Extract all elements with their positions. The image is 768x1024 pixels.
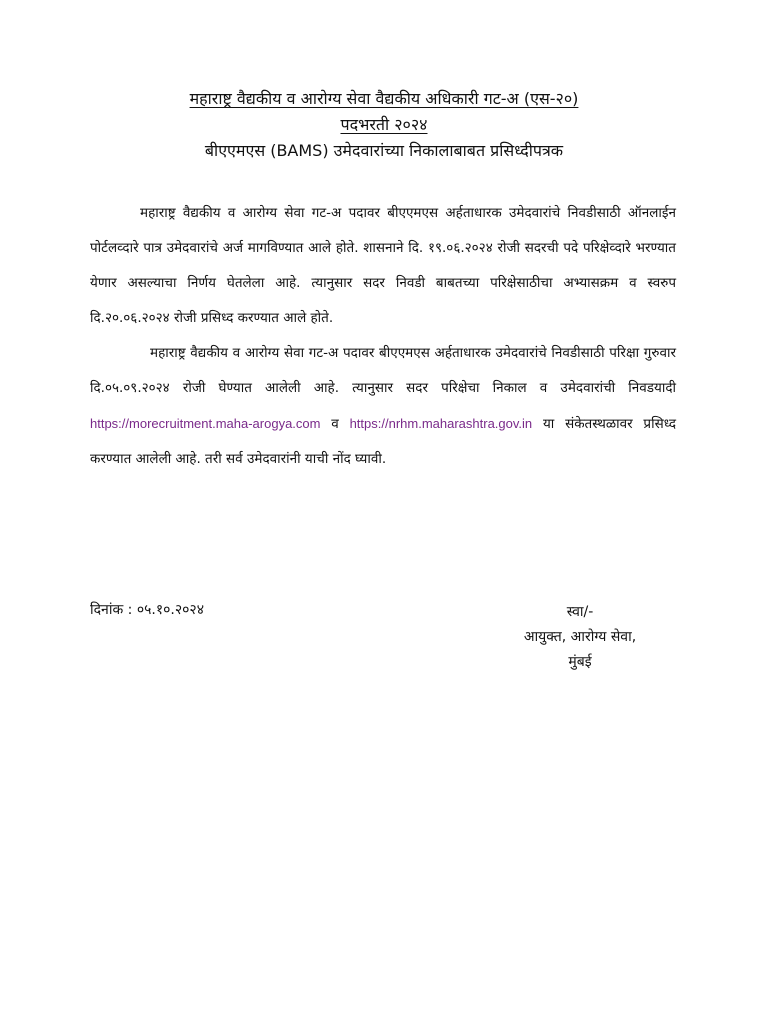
- date-value: ०५.१०.२०२४: [136, 602, 204, 618]
- paragraph-2-text-c: या संकेतस्थळावर प्रसिध्द करण्यात आलेली आहे. तरी सर्व उमेदवारांनी याची नोंद घ्यावी.: [90, 416, 676, 467]
- heading-line-1: महाराष्ट्र वैद्यकीय व आरोग्य सेवा वैद्यकीय अधिकारी गट-अ (एस-२०): [189, 89, 579, 108]
- document-heading: [90, 86, 678, 164]
- date-block: [90, 600, 204, 619]
- paragraph-2-text-a: महाराष्ट्र वैद्यकीय व आरोग्य सेवा गट-अ पदावर बीएएमएस अर्हताधारक उमेदवारांचे निवडीसाठी परिक्षा गुरुवार दि.०५.०९.२०२४ रोजी घेण्यात आलेली आहे. त्यानुसार सदर परिक्षेचा निकाल व उमेदवारांची निवडयादी: [90, 345, 676, 396]
- document-body: [90, 196, 676, 477]
- paragraph-2: [90, 336, 676, 477]
- signature-mark: स्वा/-: [566, 604, 594, 620]
- signatory-place: मुंबई: [568, 654, 592, 670]
- signature-block: [500, 600, 660, 675]
- heading-line-2: पदभरती २०२४: [340, 115, 428, 134]
- signatory-designation: आयुक्त, आरोग्य सेवा,: [523, 629, 637, 645]
- heading-line-3: बीएएमएस (BAMS) उमेदवारांच्या निकालाबाबत प्रसिध्दीपत्रक: [204, 141, 564, 160]
- morecruitment-link[interactable]: https://morecruitment.maha-arogya.com: [90, 416, 321, 431]
- paragraph-1: महाराष्ट्र वैद्यकीय व आरोग्य सेवा गट-अ पदावर बीएएमएस अर्हताधारक उमेदवारांचे निवडीसाठी ऑनलाईन पोर्टलव्दारे पात्र उमेदवारांचे अर्ज मागविण्यात आले होते. शासनाने दि. १९.०६.२०२४ रोजी सदरची पदे परिक्षेव्दारे भरण्यात येणार असल्याचा निर्णय घेतलेला आहे. त्यानुसार सदर निवडी बाबतच्या परिक्षेसाठीचा अभ्यासक्रम व स्वरुप दि.२०.०६.२०२४ रोजी प्रसिध्द करण्यात आले होते.: [90, 205, 676, 326]
- date-label: दिनांक :: [90, 602, 133, 618]
- nrhm-link[interactable]: https://nrhm.maharashtra.gov.in: [349, 416, 533, 431]
- paragraph-2-text-b: व: [320, 416, 350, 432]
